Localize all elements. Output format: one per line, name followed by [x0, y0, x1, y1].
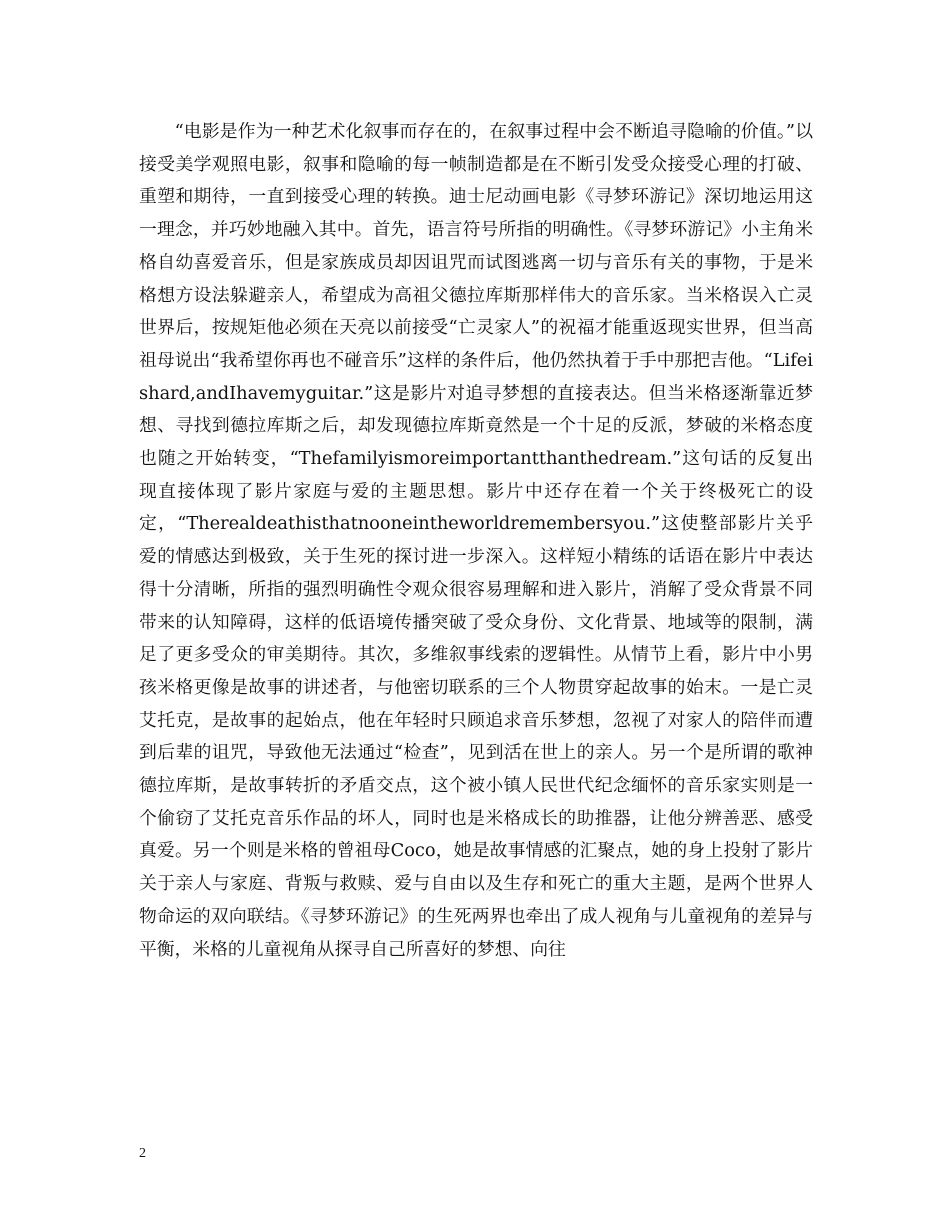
page-number: 2 — [139, 1146, 146, 1161]
body-paragraph: “电影是作为一种艺术化叙事而存在的，在叙事过程中会不断追寻隐喻的价值。”以接受美学观照电影，叙事和隐喻的每一帧制造都是在不断引发受众接受心理的打破、重塑和期待，一直到接受心理的转换。迪士尼动画电影《寻梦环游记》深切地运用这一理念，并巧妙地融入其中。首先，语言符号所指的明确性。《寻梦环游记》小主角米格自幼喜爱音乐，但是家族成员却因诅咒而试图逃离一切与音乐有关的事物，于是米格想方设法躲避亲人，希望成为高祖父德拉库斯那样伟大的音乐家。当米格误入亡灵世界后，按规矩他必须在天亮以前接受“亡灵家人”的祝福才能重返现实世界，但当高祖母说出“我希望你再也不碰音乐”这样的条件后，他仍然执着于手中那把吉他。“Lifeishard,andIhavemyguitar.”这是影片对追寻梦想的直接表达。但当米格逐渐靠近梦想、寻找到德拉库斯之后，却发现德拉库斯竟然是一个十足的反派，梦破的米格态度也随之开始转变，“Thefamilyismoreimportantthanthedream.”这句话的反复出现直接体现了影片家庭与爱的主题思想。影片中还存在着一个关于终极死亡的设定，“Therealdeathisthatnooneintheworldremembersyou.”这使整部影片关乎爱的情感达到极致，关于生死的探讨进一步深入。这样短小精练的话语在影片中表达得十分清晰，所指的强烈明确性令观众很容易理解和进入影片，消解了受众背景不同带来的认知障碍，这样的低语境传播突破了受众身份、文化背景、地域等的限制，满足了更多受众的审美期待。其次，多维叙事线索的逻辑性。从情节上看，影片中小男孩米格更像是故事的讲述者，与他密切联系的三个人物贯穿起故事的始末。一是亡灵艾托克，是故事的起始点，他在年轻时只顾追求音乐梦想，忽视了对家人的陪伴而遭到后辈的诅咒，导致他无法通过“检查”，见到活在世上的亲人。另一个是所谓的歌神德拉库斯，是故事转折的矛盾交点，这个被小镇人民世代纪念缅怀的音乐家实则是一个偷窃了艾托克音乐作品的坏人，同时也是米格成长的助推器，让他分辨善恶、感受真爱。另一个则是米格的曾祖母Coco，她是故事情感的汇聚点，她的身上投射了影片关于亲人与家庭、背叛与救赎、爱与自由以及生存和死亡的重大主题，是两个世界人物命运的双向联结。《寻梦环游记》的生死两界也牵出了成人视角与儿童视角的差异与平衡，米格的儿童视角从探寻自己所喜好的梦想、向往 — [139, 121, 813, 960]
